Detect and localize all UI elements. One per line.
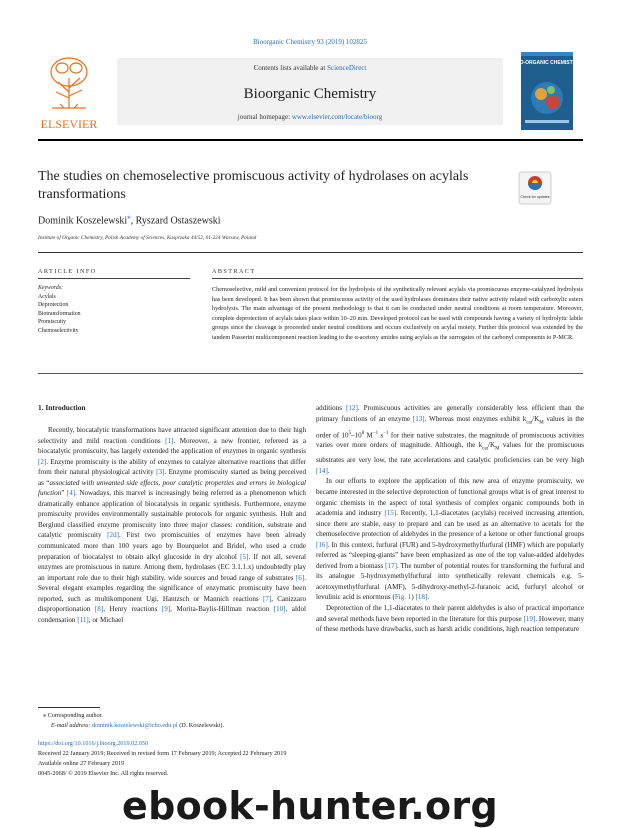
email-link[interactable]: dominik.koszelewski@icho.edu.pl <box>92 722 178 729</box>
reference-link[interactable]: [2] <box>38 457 47 466</box>
reference-link[interactable]: [13] <box>412 414 425 423</box>
keyword: Promiscuity <box>38 319 67 326</box>
journal-cover[interactable] <box>514 52 580 130</box>
received-dates: Received 22 January 2019; Received in revised form 17 February 2019; Accepted 22 February 2019 <box>38 750 287 757</box>
crossmark-label: Check for updates <box>520 195 550 199</box>
reference-link[interactable]: [14] <box>316 466 328 475</box>
doi-link[interactable]: https://doi.org/10.1016/j.bioorg.2019.02.050 <box>38 740 149 747</box>
reference-link[interactable]: [10] <box>273 605 286 614</box>
reference-link[interactable]: [2d] <box>107 531 119 540</box>
journal-name: Bioorganic Chemistry <box>243 86 377 102</box>
journal-citation[interactable]: Bioorganic Chemistry 93 (2019) 102825 <box>253 38 367 46</box>
figure-link[interactable]: Fig. 1 <box>394 593 412 602</box>
body-paragraph: Deprotection of the 1,1-diacetates to their parent aldehydes is also of practical importance and several methods have been reported in the literature for this purpose [19]. However, many of these methods have drawbacks, such as harsh acidic conditions, high reaction temperature <box>316 604 584 634</box>
copyright-notice: 0045-2068/ © 2019 Elsevier Inc. All rights reserved. <box>38 770 169 777</box>
elsevier-logo <box>38 52 100 132</box>
corresponding-mark[interactable]: ⁎ <box>127 213 131 221</box>
abstract-heading: ABSTRACT <box>212 268 256 275</box>
keyword-list <box>38 293 81 335</box>
reference-link[interactable]: [11] <box>77 615 89 624</box>
quoted-text: associated with unwanted side effects, poor catalytic properties and errors in biological function <box>38 478 306 498</box>
footnote-rule <box>38 707 100 708</box>
reference-link[interactable]: [3] <box>156 468 165 477</box>
homepage-line <box>117 113 503 121</box>
reference-link[interactable]: [17] <box>385 561 397 570</box>
author-name[interactable]: Dominik Koszelewski <box>38 215 128 227</box>
reference-link[interactable]: [12] <box>346 404 358 412</box>
email-line <box>51 722 224 729</box>
author-name[interactable]: Ryszard Ostaszewski <box>135 215 221 227</box>
reference-link[interactable]: [7] <box>262 594 272 603</box>
author-separator: , <box>130 215 136 227</box>
reference-link[interactable]: [6] <box>295 573 305 582</box>
body-paragraph: In our efforts to explore the application of this new area of enzyme promiscuity, we became interested in the selective deprotection of functional groups what is of great interest to organic chemists in the aspect of total synthesis of complex organic compounds both in academia and industry [15]. Recently, 1,1-diacetates (acylals) received increasing attention, since there are stable, easy to prepare and can be used as an alternative to acetals for the chemoselective protection of aldehydes in the presence of a ketone or other functional groups [16]. In this context, furfural (FUR) and 5-hydroxymethylfurfural (HMF) which are popularly referred as “sleeping-giants” have been emphasized as one of the top value-added aldehydes derived from a biomass [17]. The number of potential routes for transforming the furfural and its analogue 5-hydroxymethylfurfural into synthetically relevant chemicals e.g. 5-acetoxymethylfurfural (AMF), 5-dihydroxy-methyl-2-furanoic acid, furfuryl alcohol or levulinic acid is enormous (Fig. 1) [18]. <box>316 477 584 602</box>
body-paragraph: additions [12]. Promiscuous activities are generally considerably less efficient than the primary functions of an enzyme [13]. Whereas most enzymes exhibit $k_{cat}/K_M$ values in the order of $10^5-10^8$ $M^{-1}$ $s^{-1}$ for their native substrates, the magnitude of promiscuous activities varies over more orders of magnitude. Although, the $k_{cat}/K_M$ values for the promiscuous substrates are very low, the rate accelerations and catalytic proficiencies can be very high [14]. <box>316 404 584 475</box>
keyword: Biotransformation <box>38 310 81 317</box>
body-column-left <box>38 425 306 625</box>
keywords-label: Keywords: <box>38 285 63 291</box>
homepage-link[interactable]: www.elsevier.com/locate/bioorg <box>291 113 383 121</box>
reference-link[interactable]: [8] <box>94 605 104 614</box>
body-column-right <box>316 403 584 635</box>
corresponding-author-note: ⁎ Corresponding author. <box>43 712 103 719</box>
reference-link[interactable]: [16] <box>316 540 328 549</box>
keyword: Acylals <box>38 294 56 300</box>
title-rule <box>38 252 583 253</box>
cover-title: BIO-ORGANIC CHEMISTRY <box>514 60 580 66</box>
keyword: Deprotection <box>38 302 69 309</box>
reference-link[interactable]: [19] <box>523 614 536 623</box>
abstract-bottom-rule <box>38 373 583 374</box>
sciencedirect-link[interactable]: ScienceDirect <box>327 64 367 72</box>
reference-link[interactable]: [4] <box>66 489 76 498</box>
author-list <box>38 213 221 226</box>
email-label: E-mail address: <box>51 722 93 729</box>
elsevier-wordmark: ELSEVIER <box>40 117 98 131</box>
journal-header-box <box>117 58 503 125</box>
reference-link[interactable]: [15] <box>384 509 397 518</box>
homepage-prefix: journal homepage: <box>237 113 292 121</box>
article-info-heading: ARTICLE INFO <box>38 268 97 275</box>
section-heading-introduction: 1. Introduction <box>38 403 86 412</box>
abstract-text: Chemoselective, mild and convenient protocol for the hydrolysis of the synthetically relevant acylals via promiscuous enzyme-catalyzed hydrolysis has been developed. It has been shown that promiscuous activity of the used hydrolases dominates their native activity related with carboxylic esters hydrolysis. The main advantage of the present methodology is that it can be conducted under neutral conditions at room temperature. Moreover, complete deprotection of acylals takes place within 10–20 min. Developed protocol can be used with compounds having a variety of hydrolytic labile groups since the cleavage is proceeded under neutral conditions and occurs exclusively on acylal moiety. Further this protocol was extended by the tandem Passerini multicomponent reaction leading to the α-acetoxy amides using acylals as the surrogates of the carbonyl components to P-MCR. <box>212 286 583 341</box>
contents-prefix: Contents lists available at <box>253 64 328 72</box>
reference-link[interactable]: [5] <box>240 552 249 561</box>
contents-line <box>117 64 503 72</box>
reference-link[interactable]: [9] <box>161 605 171 614</box>
body-paragraph: Recently, biocatalytic transformations have attracted significant attention due to their high selectivity and mild reaction conditions [1]. Moreover, a new frontier, refereed as a biocatalytic promiscuity, has largely extended the application of enzymes in organic synthesis [2]. Enzyme promiscuity is the ability of enzymes to catalyze alternative reactions that differ from their natural physiological activity [3]. Enzyme promiscuity started as being perceived as “associated with unwanted side effects, poor catalytic properties and errors in biological function” [4]. Nowadays, this marvel is increasingly being referred as a phenomenon which dramatically enhance application of biocatalysis in organic synthesis. Furthermore, enzyme promiscuity provides environmentally sustainable protocols for organic synthesis. Hult and Berglund classified enzyme promiscuity into three major classes: condition, substrate and catalytic promiscuity [2d]. First two promiscuities of enzymes have been already communicated more than 100 years ago by Bourquelot and Bridel, who used a crude preparation of biocatalyst to obtain alkyl glucoside in dry alcohol [5]. If not all, several enzymes are promiscuous in nature. Among them, hydrolases (EC 3.1.1.x) undoubtedly play an important role due to their high stability, wide sources and broad range of substrates [6]. Several elegant examples regarding the significance of enzymatic promiscuity have been reported, such as multikomponent Ugi, Hantzsch or Mannich reactions [7], Canizzaro disproportionation [8], Henry reactions [9], Morita-Baylis-Hillman reaction [10], aldol condensation [11], or Michael <box>38 426 307 624</box>
reference-link[interactable]: [18] <box>415 593 428 602</box>
header-rule <box>38 139 583 141</box>
reference-link[interactable]: [1] <box>165 436 174 445</box>
keyword: Chemoselectivity <box>38 327 79 334</box>
crossmark-icon[interactable] <box>519 172 551 204</box>
affiliation: Institute of Organic Chemistry, Polish Academy of Sciences, Kasprzaka 44/52, 01-224 Warsaw, Poland <box>38 235 257 241</box>
article-title: The studies on chemoselective promiscuous activity of hydrolases on acylals transformations <box>38 169 469 202</box>
article-info-rule <box>38 278 190 279</box>
online-date: Available online 27 February 2019 <box>38 760 125 767</box>
abstract-rule <box>212 278 583 279</box>
watermark: ebook-hunter.org <box>122 784 498 828</box>
email-suffix: (D. Koszelewski). <box>177 722 225 729</box>
